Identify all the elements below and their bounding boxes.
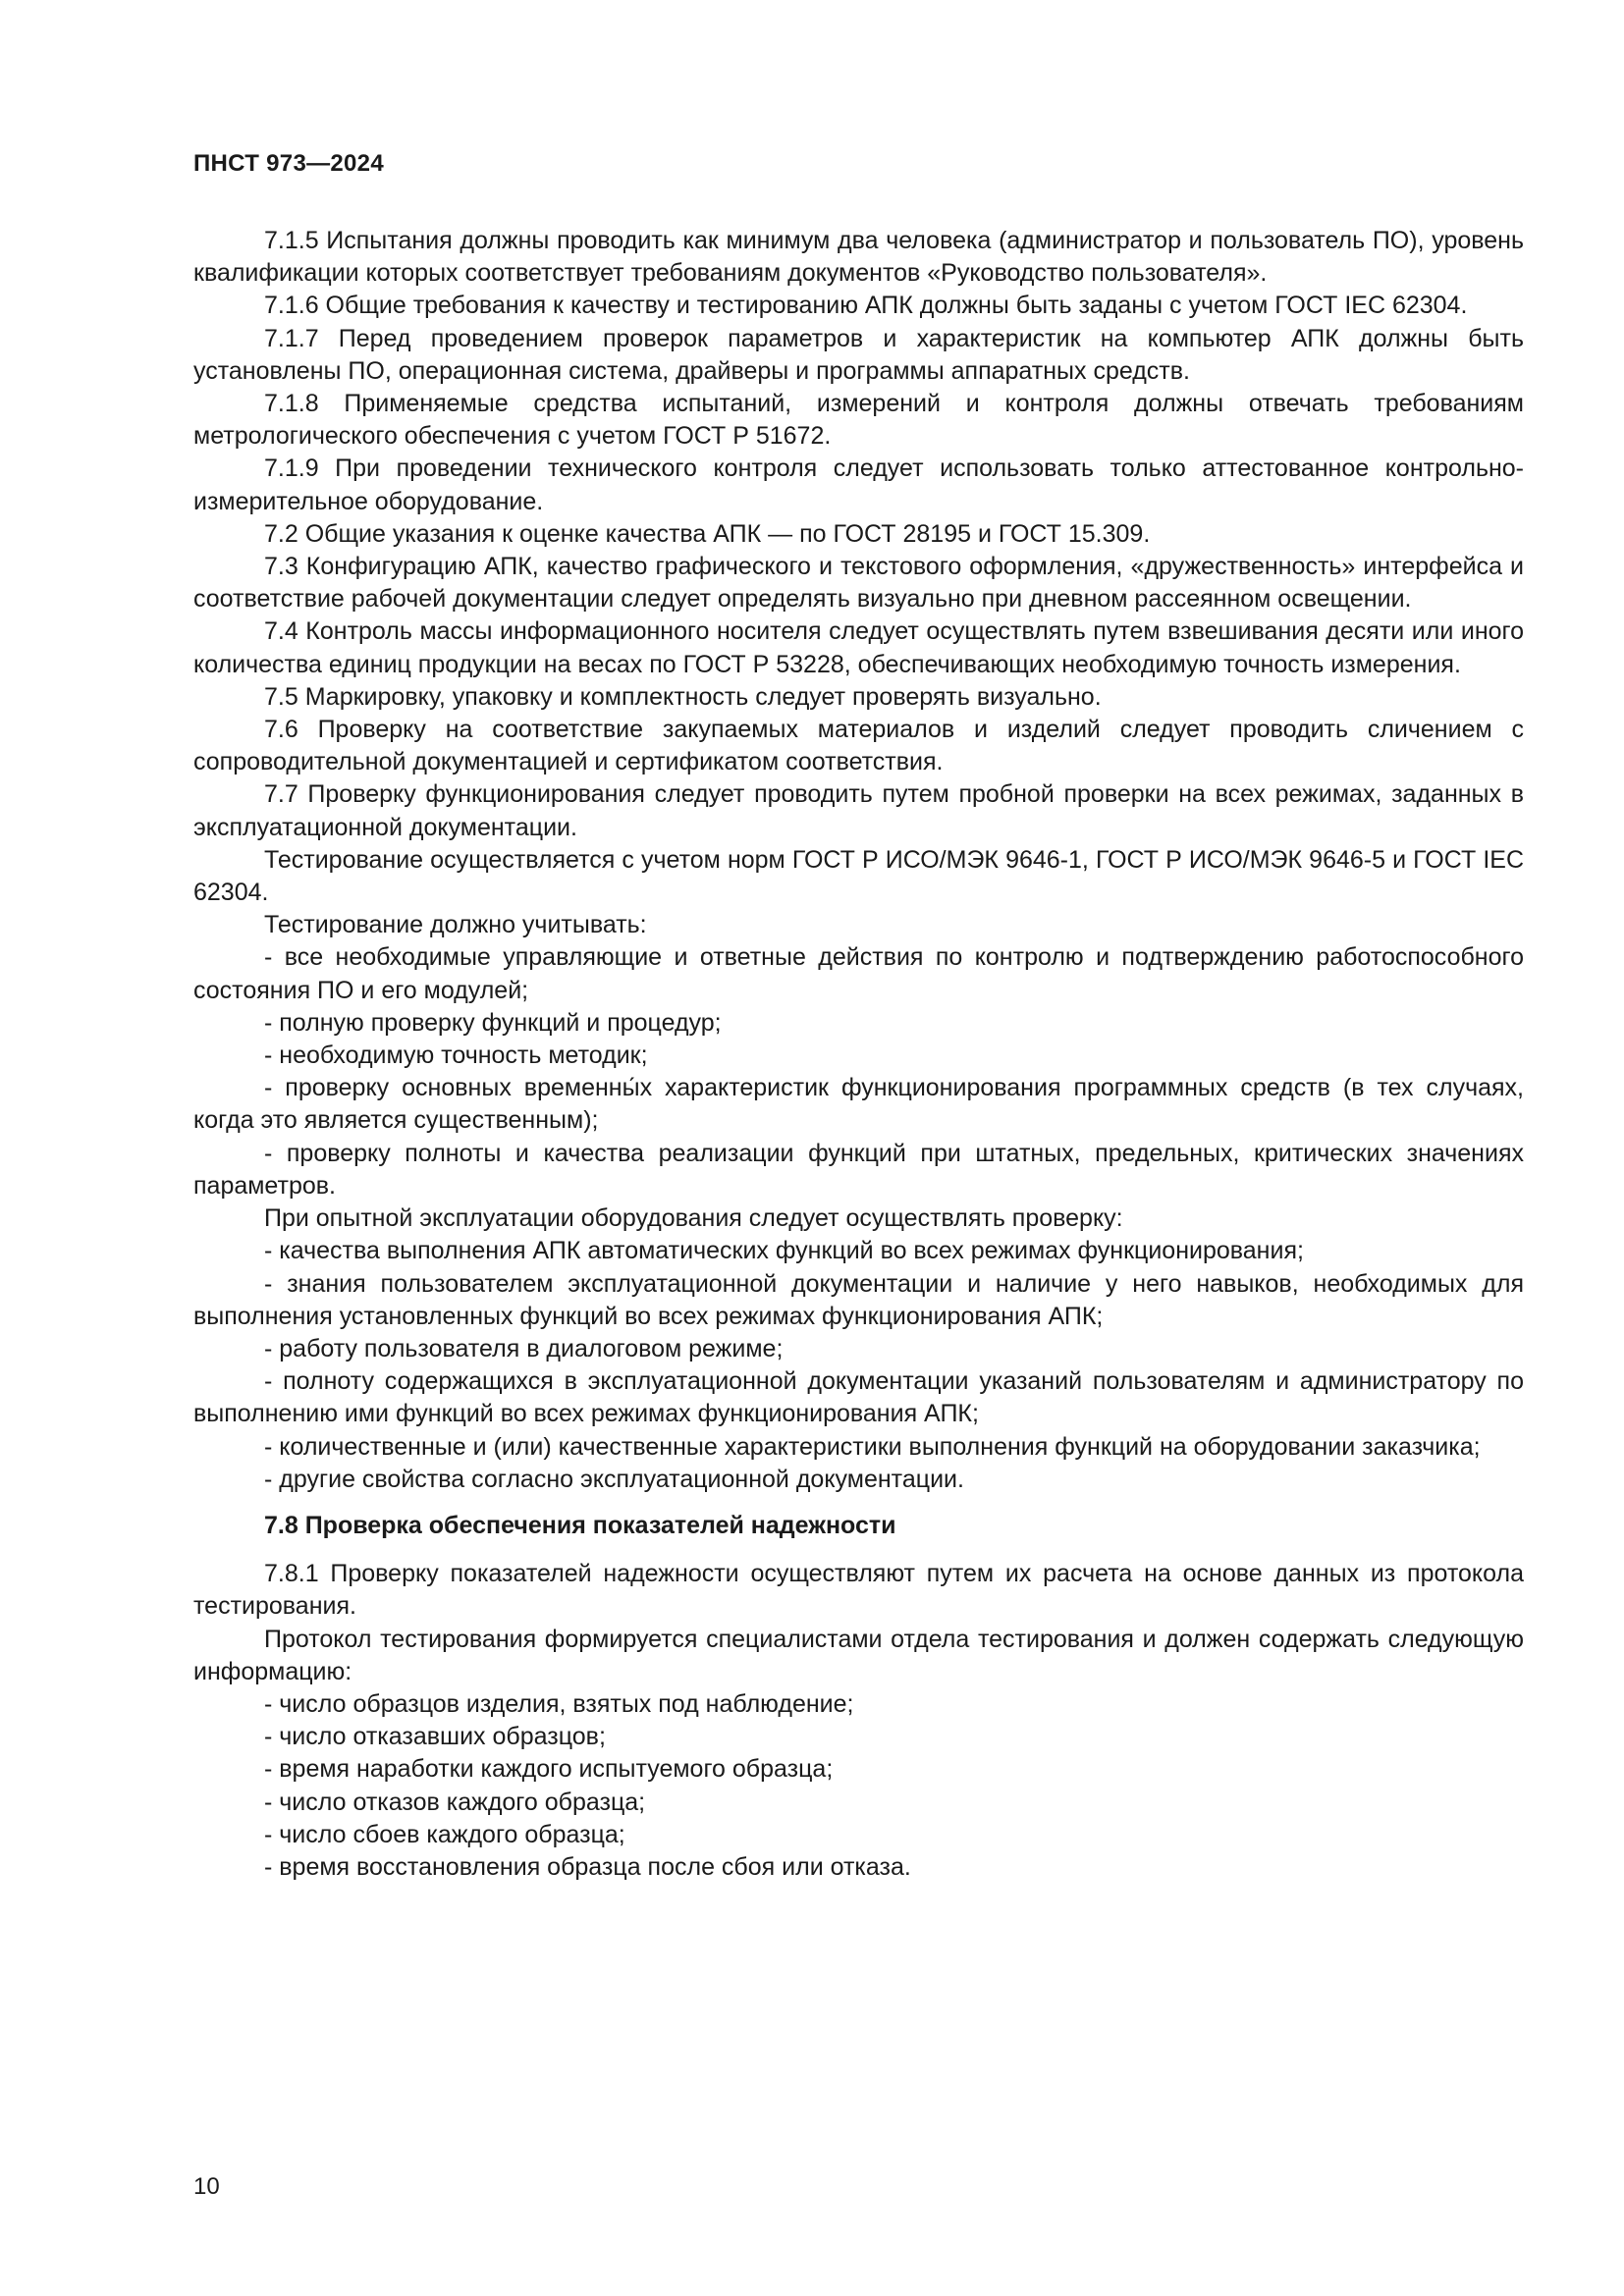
list-item: - полноту содержащихся в эксплуатационной документации указаний пользователям и администратору по выполнению ими функций во всех режимах функционирования АПК; (193, 1367, 1524, 1428)
list-item: - число отказов каждого образца; (264, 1788, 646, 1816)
paragraph-7-1-6: 7.1.6 Общие требования к качеству и тестированию АПК должны быть заданы с учетом ГОСТ IEC 62304. (264, 292, 1468, 320)
paragraph-pilot-operation: При опытной эксплуатации оборудования следует осуществлять проверку: (264, 1204, 1123, 1233)
list-item: - проверку основных временны́х характеристик функционирования программных средств (в тех случаях, когда это является существенным); (193, 1074, 1524, 1135)
list-item: - качества выполнения АПК автоматических функций во всех режимах функционирования; (264, 1237, 1304, 1265)
paragraph-7-3: 7.3 Конфигурацию АПК, качество графического и текстового оформления, «дружественность» интерфейса и соответствие рабочей документации следует определять визуально при дневном рассеянном освещении. (193, 553, 1524, 614)
section-title-7-8: 7.8 Проверка обеспечения показателей надежности (264, 1511, 896, 1539)
list-item: - число отказавших образцов; (264, 1723, 606, 1751)
document-designation: ПНСТ 973—2024 (193, 150, 384, 177)
paragraph-7-5: 7.5 Маркировку, упаковку и комплектность следует проверять визуально. (264, 682, 1102, 711)
document-body (193, 225, 1524, 1884)
testing-list (193, 941, 1524, 1202)
list-item: - все необходимые управляющие и ответные действия по контролю и подтверждению работоспособного состояния ПО и его модулей; (193, 943, 1524, 1004)
paragraph-protocol: Протокол тестирования формируется специалистами отдела тестирования и должен содержать следующую информацию: (193, 1625, 1524, 1685)
pilot-list (193, 1235, 1524, 1496)
list-item: - знания пользователем эксплуатационной документации и наличие у него навыков, необходимых для выполнения установленных функций во всех режимах функционирования АПК; (193, 1269, 1524, 1330)
list-item: - работу пользователя в диалоговом режиме; (264, 1334, 784, 1362)
list-item: - проверку полноты и качества реализации функций при штатных, предельных, критических значениях параметров. (193, 1139, 1524, 1200)
paragraph-7-6: 7.6 Проверку на соответствие закупаемых материалов и изделий следует проводить сличением с сопроводительной документацией и сертификатом соответствия. (193, 716, 1524, 776)
paragraph-7-7: 7.7 Проверку функционирования следует проводить путем пробной проверки на всех режимах, заданных в эксплуатационной документации. (193, 780, 1524, 841)
list-item: - время восстановления образца после сбоя или отказа. (264, 1852, 911, 1881)
paragraph-7-1-5: 7.1.5 Испытания должны проводить как минимум два человека (администратор и пользователь ПО), уровень квалификации которых соответствует требованиям документов «Руководство пользователя». (193, 227, 1524, 288)
list-item: - время наработки каждого испытуемого образца; (264, 1755, 834, 1784)
paragraph-7-1-8: 7.1.8 Применяемые средства испытаний, измерений и контроля должны отвечать требованиям метрологического обеспечения с учетом ГОСТ Р 51672. (193, 390, 1524, 451)
list-item: - количественные и (или) качественные характеристики выполнения функций на оборудовании заказчика; (264, 1432, 1481, 1461)
paragraph-7-1-7: 7.1.7 Перед проведением проверок параметров и характеристик на компьютер АПК должны быть установлены ПО, операционная система, драйверы и программы аппаратных средств. (193, 324, 1524, 385)
paragraph-7-8-1: 7.8.1 Проверку показателей надежности осуществляют путем их расчета на основе данных из протокола тестирования. (193, 1560, 1524, 1621)
list-item: - число сбоев каждого образца; (264, 1820, 625, 1848)
paragraph-testing-norms: Тестирование осуществляется с учетом норм ГОСТ Р ИСО/МЭК 9646-1, ГОСТ Р ИСО/МЭК 9646-5 и ГОСТ IEC 62304. (193, 845, 1524, 907)
paragraph-testing-consider: Тестирование должно учитывать: (264, 911, 647, 939)
list-item: - число образцов изделия, взятых под наблюдение; (264, 1689, 854, 1718)
paragraph-7-1-9: 7.1.9 При проведении технического контроля следует использовать только аттестованное контрольно-измерительное оборудование. (193, 454, 1524, 515)
list-item: - другие свойства согласно эксплуатационной документации. (264, 1465, 964, 1493)
list-item: - необходимую точность методик; (264, 1041, 648, 1070)
protocol-list (193, 1688, 1524, 1884)
page-number: 10 (193, 2173, 220, 2200)
paragraph-7-4: 7.4 Контроль массы информационного носителя следует осуществлять путем взвешивания десяти или иного количества единиц продукции на весах по ГОСТ Р 53228, обеспечивающих необходимую точность измерения. (193, 617, 1524, 678)
list-item: - полную проверку функций и процедур; (264, 1008, 722, 1037)
paragraph-7-2: 7.2 Общие указания к оценке качества АПК — по ГОСТ 28195 и ГОСТ 15.309. (264, 519, 1151, 548)
